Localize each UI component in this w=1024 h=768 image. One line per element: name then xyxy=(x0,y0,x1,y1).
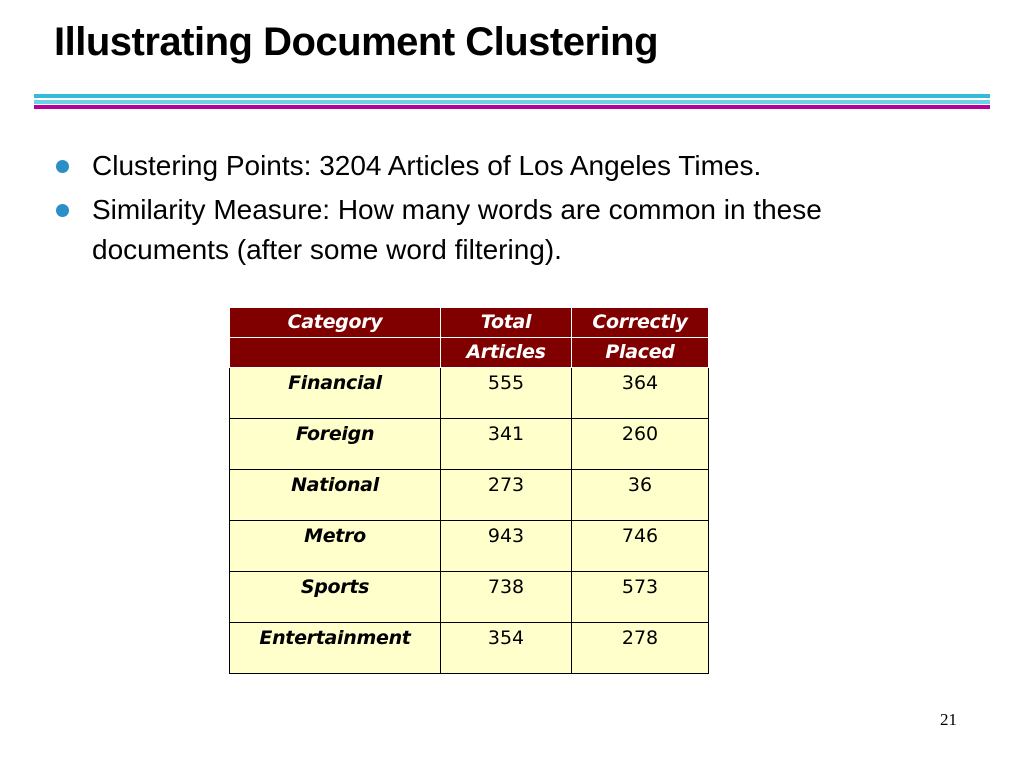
total-articles-cell: 273 xyxy=(441,470,572,521)
total-articles-cell: 943 xyxy=(441,521,572,572)
bullet-list xyxy=(56,146,956,274)
category-cell: Foreign xyxy=(230,419,441,470)
table-row xyxy=(230,572,709,623)
correctly-placed-cell: 260 xyxy=(572,419,709,470)
category-cell: Metro xyxy=(230,521,441,572)
table-header-row xyxy=(230,308,709,338)
bullet-item xyxy=(56,146,956,186)
correctly-placed-cell: 364 xyxy=(572,368,709,419)
category-cell: Financial xyxy=(230,368,441,419)
category-cell: Sports xyxy=(230,572,441,623)
category-cell: Entertainment xyxy=(230,623,441,674)
table-row xyxy=(230,419,709,470)
total-articles-cell: 341 xyxy=(441,419,572,470)
table-row xyxy=(230,470,709,521)
title-rule-cyan-bottom xyxy=(34,100,990,104)
table-row xyxy=(230,368,709,419)
header-category-cont xyxy=(230,338,441,368)
header-correctly: Correctly xyxy=(572,308,709,338)
header-category: Category xyxy=(230,308,441,338)
bullet-dot-icon xyxy=(56,160,69,173)
category-cell: National xyxy=(230,470,441,521)
title-rule-magenta xyxy=(34,105,990,109)
header-placed: Placed xyxy=(572,338,709,368)
header-articles: Articles xyxy=(441,338,572,368)
bullet-dot-icon xyxy=(56,204,69,217)
bullet-item xyxy=(56,190,956,270)
table-header-row xyxy=(230,338,709,368)
total-articles-cell: 738 xyxy=(441,572,572,623)
correctly-placed-cell: 278 xyxy=(572,623,709,674)
header-total: Total xyxy=(441,308,572,338)
clustering-results-table xyxy=(229,307,709,674)
correctly-placed-cell: 746 xyxy=(572,521,709,572)
total-articles-cell: 555 xyxy=(441,368,572,419)
correctly-placed-cell: 573 xyxy=(572,572,709,623)
table-row xyxy=(230,521,709,572)
bullet-text: Clustering Points: 3204 Articles of Los Angeles Times. xyxy=(92,150,762,181)
table-row xyxy=(230,623,709,674)
page-number: 21 xyxy=(940,710,957,729)
correctly-placed-cell: 36 xyxy=(572,470,709,521)
total-articles-cell: 354 xyxy=(441,623,572,674)
slide-title: Illustrating Document Clustering xyxy=(54,20,659,64)
bullet-text: Similarity Measure: How many words are common in these documents (after some word filtering). xyxy=(92,194,822,265)
